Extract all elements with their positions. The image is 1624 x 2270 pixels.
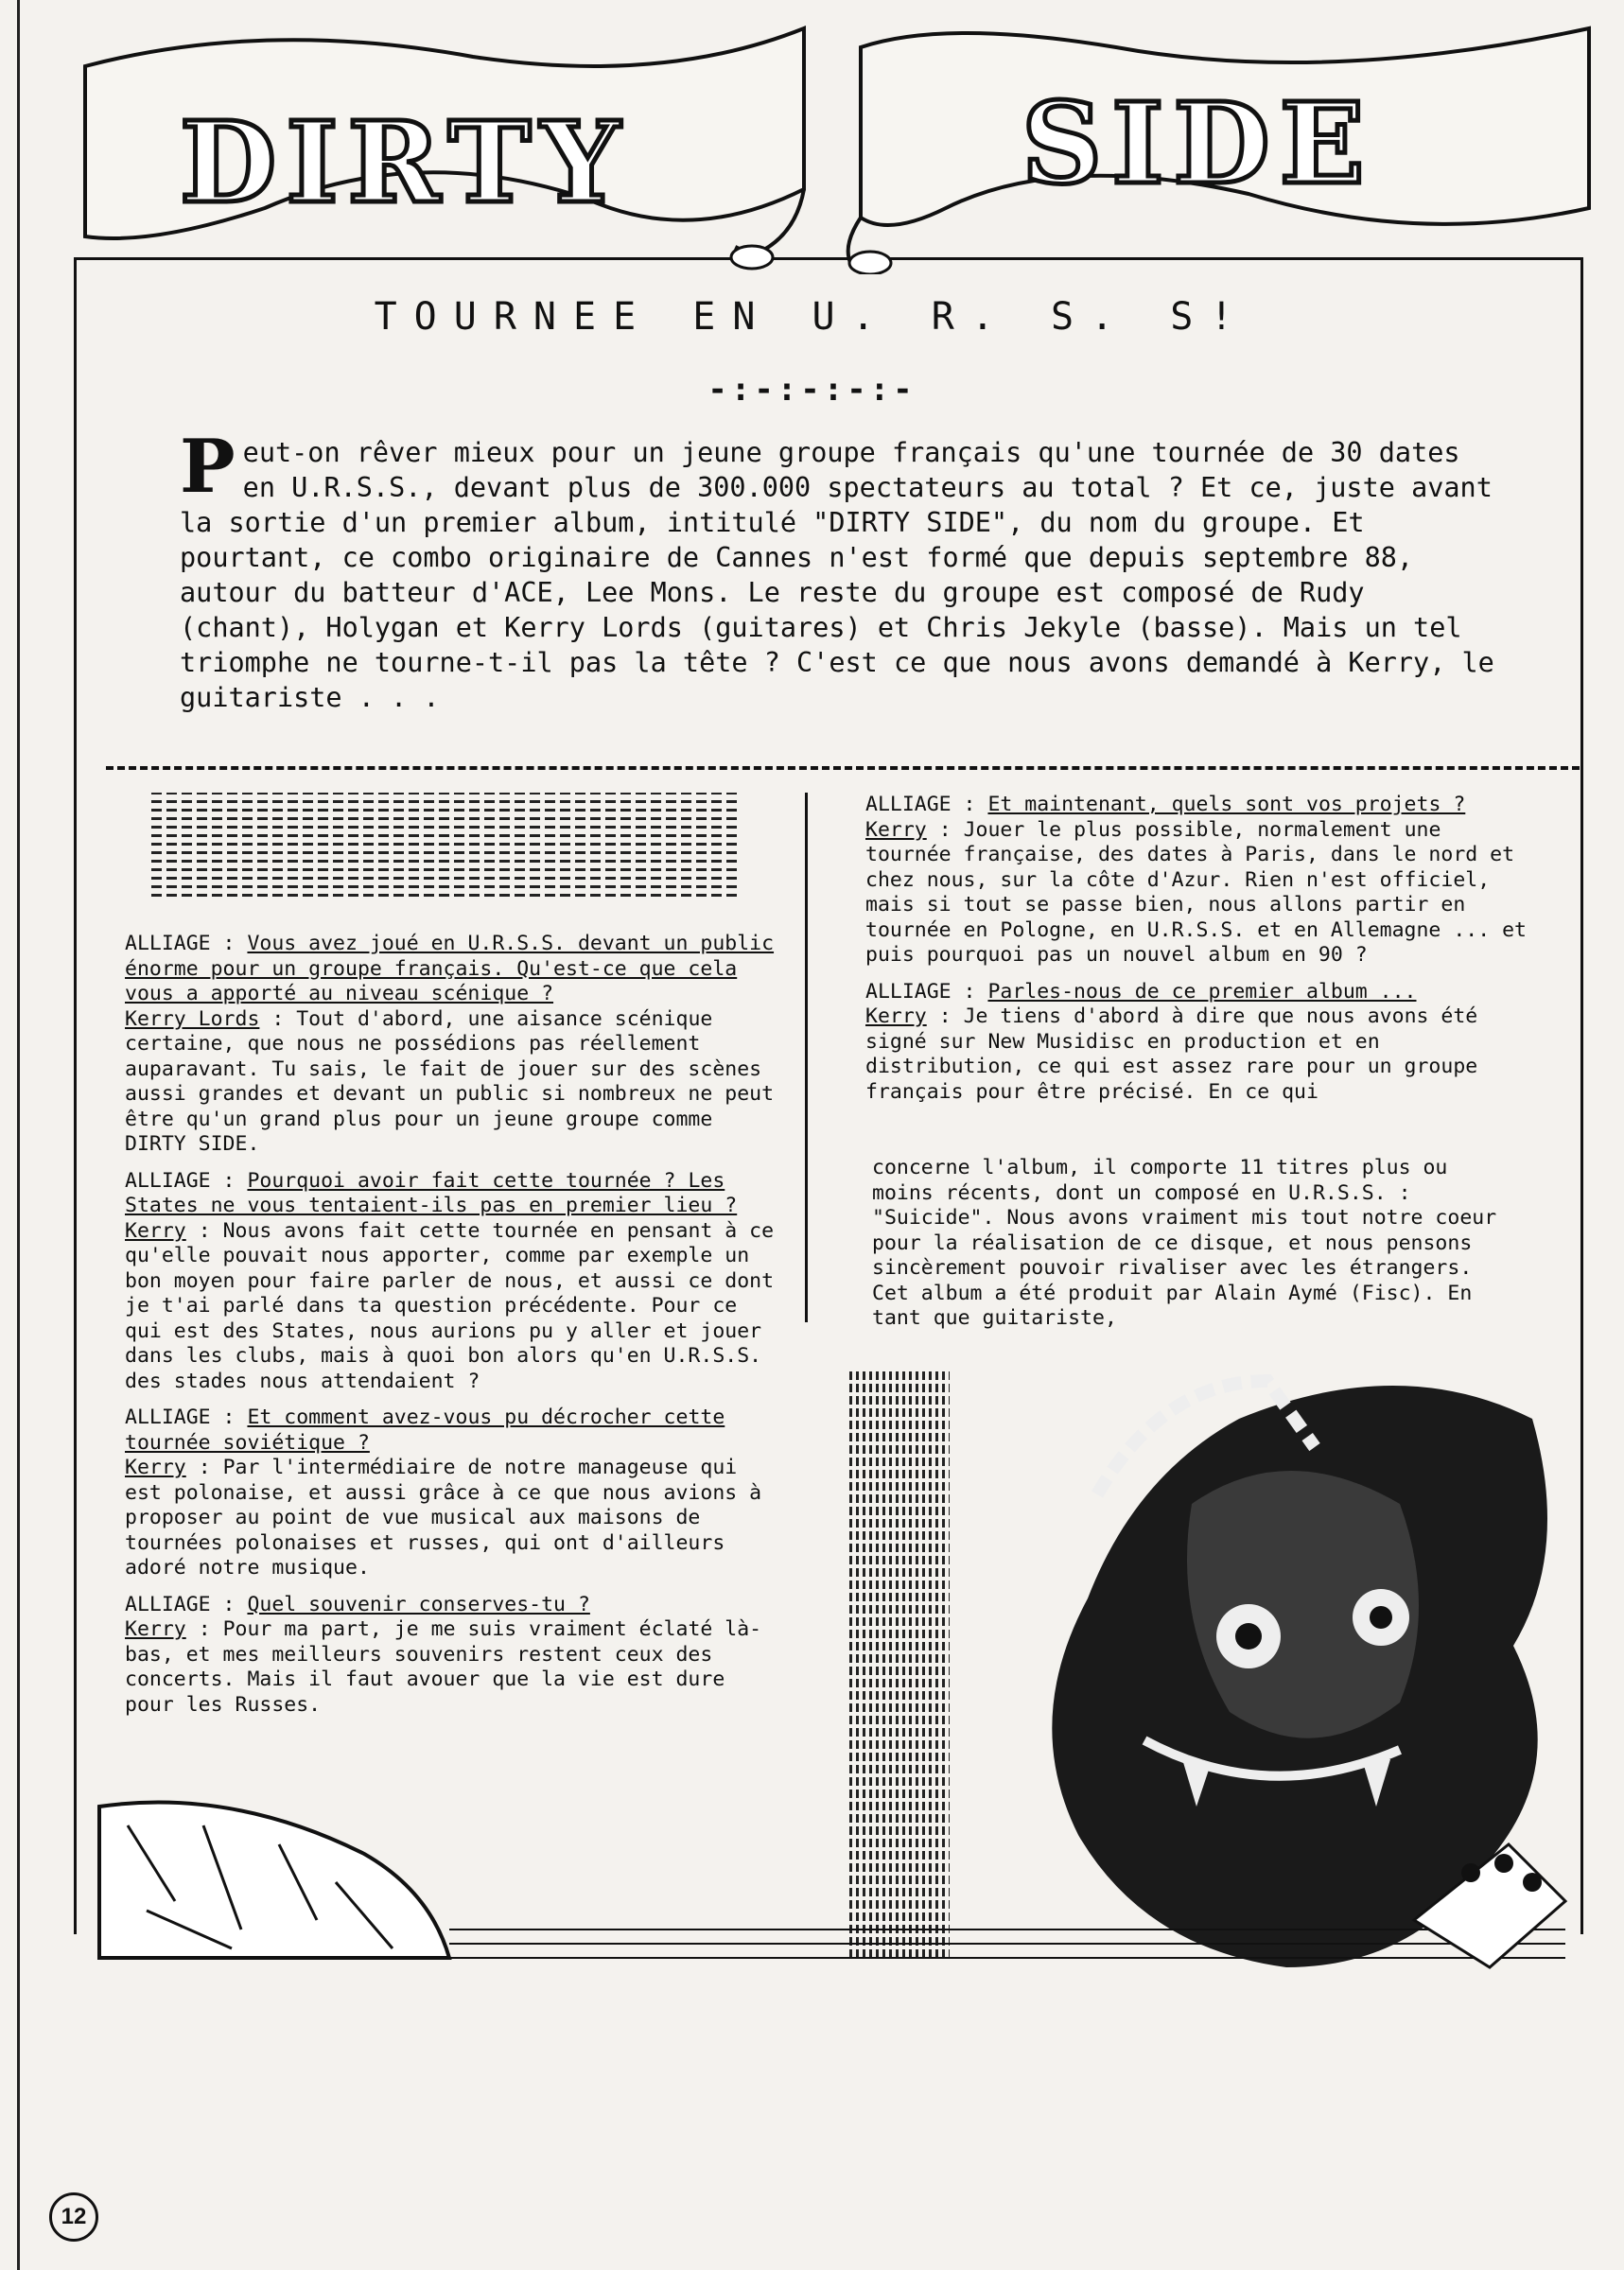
right-column-continuation: concerne l'album, il comporte 11 titres plus ou moins récents, dont un composé en U.R.S.S. : "Suicide". Nous avons vraiment mis tout notre coeur pour la réalisation de ce disque, et nous pensons sincèrement pouvoir rivaliser avec les étrangers. Cet album a été produit par Alain Aymé (Fisc). En tant que guitariste, [872,1156,1497,1330]
speaker-label: Kerry Lords [125,1006,260,1031]
banner-side [832,9,1608,274]
speaker-label: Kerry [125,1218,186,1243]
page-number: 12 [49,2192,98,2242]
speaker-label: Kerry [125,1617,186,1641]
column-divider [805,793,808,1322]
qa-block [865,793,1537,969]
qa-block [865,980,1537,1106]
interviewer-label: ALLIAGE : [865,793,976,816]
headline: TOURNEE EN U. R. S. S! [374,295,1250,339]
interviewer-label: ALLIAGE : [125,932,236,955]
interviewer-label: ALLIAGE : [125,1406,236,1429]
banner-word-side: SIDE [1022,78,1374,209]
qa-block [125,932,777,1158]
question: Et comment avez-vous pu décrocher cette tournée soviétique ? [125,1406,725,1455]
speaker-label: Kerry [125,1456,186,1479]
qa-block [125,1169,777,1395]
qa-block [125,1593,777,1719]
answer: : Pour ma part, je me suis vraiment éclaté là-bas, et mes meilleurs souvenirs restent ceux des concerts. Mais il faut avouer que la vie est dure pour les Russes. [125,1617,762,1717]
banner-dirty [76,9,813,274]
question: Quel souvenir conserves-tu ? [247,1592,590,1616]
qa-block [125,1406,777,1581]
answer: : Nous avons fait cette tournée en pensant à ce qu'elle pouvait nous apporter, comme par exemple un bon moyen pour faire parler de nous, et aussi ce dont je t'ai parlé dans ta question précédente. Pour ce qui est des States, nous aurions pu y aller et jouer dans les clubs, mais à quoi bon alors qu'en U.R.S.S. des stades nous attendaient ? [125,1218,775,1393]
intro-text: eut-on rêver mieux pour un jeune groupe français qu'une tournée de 30 dates en U.R.S.S., devant plus de 300.000 spectateurs au total ? Et ce, juste avant la sortie d'un premier album, intitulé "DIRTY SIDE", du nom du groupe. Et pourtant, ce combo originaire de Cannes n'est formé que depuis septembre 88, autour du batteur d'ACE, Lee Mons. Le reste du groupe est composé de Rudy (chant), Holygan et Kerry Lords (guitares) et Chris Jekyle (basse). Mais un tel triomphe ne tourne-t-il pas la tête ? C'est ce que nous avons demandé à Kerry, le guitariste . . . [180,437,1494,713]
dashed-divider [106,766,1580,770]
dropcap: P [180,424,236,510]
intro-paragraph [180,424,1504,715]
question: Parles-nous de ce premier album ... [987,979,1417,1004]
question: Vous avez joué en U.R.S.S. devant un public énorme pour un groupe français. Qu'est-ce que cela vous a apporté au niveau scénique ? [125,932,775,1005]
left-column [125,932,777,1729]
banner-word-dirty: DIRTY [180,96,630,228]
answer: : Tout d'abord, une aisance scénique certaine, que nous ne possédions pas réellement auparavant. Tu sais, le fait de jouer sur des scènes aussi grandes et devant un public si nombreux ne peut être qu'un grand plus pour un jeune groupe comme DIRTY SIDE. [125,1006,775,1156]
interviewer-label: ALLIAGE : [125,1592,236,1616]
interviewer-label: ALLIAGE : [865,979,976,1004]
guitar-illustration [90,1788,1575,1977]
answer: : Je tiens d'abord à dire que nous avons été signé sur New Musidisc en production et en distribution, ce qui est assez rare pour un groupe français pour être précisé. En ce qui [865,1004,1478,1104]
question: Pourquoi avoir fait cette tournée ? Les States ne vous tentaient-ils pas en premier lieu ? [125,1168,738,1217]
ornament-divider: -:-:-:-:- [707,371,917,409]
speaker-label: Kerry [865,817,927,842]
scribble-block [151,793,740,897]
right-column [865,793,1537,1116]
question: Et maintenant, quels sont vos projets ? [987,793,1466,816]
answer: : Par l'intermédiaire de notre manageuse qui est polonaise, et aussi grâce à ce que nous avions à proposer au point de vue musical aux maisons de tournées polonaises et russes, qui ont d'ailleurs adoré notre musique. [125,1456,762,1580]
answer: : Jouer le plus possible, normalement une tournée française, des dates à Paris, dans le nord et chez nous, sur la côte d'Azur. Rien n'est officiel, mais si tout se passe bien, nous allons partir en tournée en Pologne, en U.R.S.S. et en Allemagne ... et puis pourquoi pas un nouvel album en 90 ? [865,817,1527,967]
speaker-label: Kerry [865,1004,927,1028]
interviewer-label: ALLIAGE : [125,1168,236,1193]
